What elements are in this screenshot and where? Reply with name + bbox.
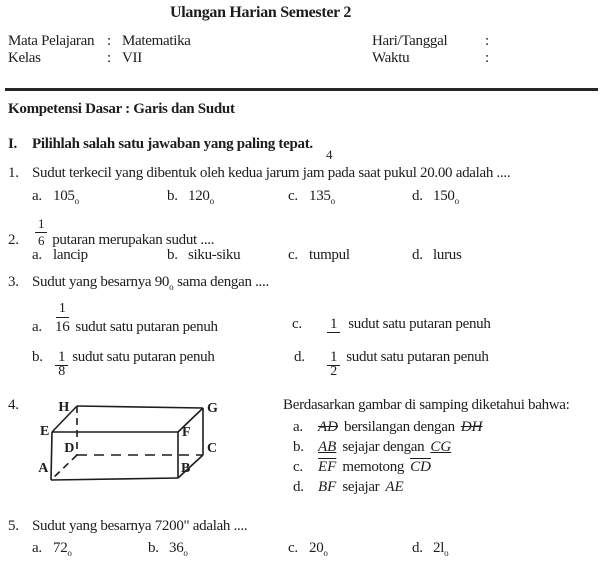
q1-option-a [32, 188, 79, 206]
option-letter: c. [293, 459, 303, 475]
option-text: sudut satu putaran penuh [75, 319, 218, 336]
field-value-mata-pelajaran: Matematika [122, 33, 191, 49]
option-middle-text: bersilangan dengan [344, 419, 455, 435]
question-3-number: 3. [8, 274, 19, 290]
fraction-denominator: 6 [38, 232, 45, 248]
option-letter: d. [412, 247, 423, 263]
option-letter: b. [148, 540, 159, 556]
fraction-1-6 [35, 217, 47, 249]
segment-EF: $\overline{EF}$ [318, 459, 337, 475]
question-2-text: putaran merupakan sudut .... [52, 231, 215, 248]
q5-option-b [148, 540, 188, 558]
option-middle-text: memotong [342, 459, 405, 475]
section-numeral: I. [8, 136, 17, 152]
segment-DH: DH [460, 419, 483, 435]
q3-option-d [294, 349, 489, 379]
option-value: 105 [53, 188, 75, 204]
question-1-number: 1. [8, 165, 19, 181]
segment-AD: AD [318, 419, 338, 435]
question-1 [8, 165, 510, 182]
vertex-label-C: C [207, 441, 217, 456]
degree-mark: o [444, 548, 449, 558]
option-letter: c. [288, 540, 298, 556]
edge-AB [51, 478, 178, 480]
q1-option-b [167, 188, 214, 206]
field-label-mata-pelajaran: Mata Pelajaran [8, 33, 95, 49]
q4-option-c [293, 459, 431, 476]
q2-option-a [32, 247, 88, 264]
q4-option-b [293, 439, 451, 456]
field-colon: : [485, 50, 489, 66]
question-3-text: Sudut yang besarnya 90 [32, 274, 170, 290]
question-5-text: Sudut yang besarnya 7200" adalah .... [32, 518, 248, 534]
segment-AB: AB [318, 439, 337, 455]
degree-mark: o [67, 548, 72, 558]
degree-mark: o [169, 282, 174, 292]
edge-HG [77, 406, 203, 408]
option-letter: d. [293, 479, 304, 495]
question-3 [8, 274, 269, 292]
q5-option-c [288, 540, 328, 558]
stray-denominator-char: 4 [326, 147, 333, 162]
option-letter: a. [32, 247, 42, 263]
vertex-label-E: E [39, 424, 49, 439]
degree-mark: o [209, 196, 215, 206]
field-label-hari-tanggal: Hari/Tanggal [372, 33, 448, 49]
question-4-number: 4. [8, 397, 19, 413]
option-letter: d. [412, 188, 423, 204]
option-middle-text: sejajar dengan [342, 439, 425, 455]
option-value: 36 [169, 540, 184, 556]
q3-option-c [292, 316, 491, 333]
section-instruction: Pilihlah salah satu jawaban yang paling tepat. [32, 136, 313, 152]
degree-mark: o [183, 548, 188, 558]
edge-EA [51, 432, 52, 480]
question-5 [8, 518, 247, 535]
question-3-text-end: sama dengan .... [173, 274, 269, 290]
vertex-label-G: G [207, 401, 218, 416]
q1-option-d [412, 188, 459, 206]
option-letter: d. [294, 349, 305, 365]
fraction-numerator: 1 [56, 301, 69, 318]
cuboid-figure [35, 392, 231, 492]
option-middle-text: sejajar [342, 479, 380, 495]
option-letter: c. [292, 316, 302, 332]
q5-option-a [32, 540, 72, 558]
segment-AE: AE [385, 479, 404, 495]
q1-option-c [288, 188, 335, 206]
option-letter: a. [32, 540, 42, 556]
option-letter: a. [293, 419, 303, 435]
vertex-label-B: B [181, 461, 191, 476]
fraction-denominator: 8 [58, 364, 65, 379]
option-value: 135 [309, 188, 331, 204]
option-letter: a. [32, 319, 42, 336]
vertex-label-H: H [58, 400, 69, 415]
option-text: sudut satu putaran penuh [348, 316, 491, 332]
q5-option-d [412, 540, 449, 558]
question-4-intro: Berdasarkan gambar di samping diketahui bahwa: [283, 397, 570, 413]
fraction-numerator: 1 [327, 316, 340, 333]
field-value-kelas: VII [122, 50, 142, 66]
fraction-denominator: 16 [55, 319, 70, 336]
field-colon: : [107, 50, 111, 66]
option-letter: b. [32, 349, 43, 365]
option-value: tumpul [309, 247, 350, 263]
field-label-kelas: Kelas [8, 50, 41, 66]
vertex-label-F: F [182, 425, 191, 440]
option-value: 72 [53, 540, 68, 556]
fraction-numerator: 1 [327, 349, 340, 366]
option-letter: c. [288, 247, 298, 263]
q3-option-b [32, 349, 215, 379]
q4-option-a [293, 419, 482, 436]
question-5-number: 5. [8, 518, 19, 534]
option-letter: a. [32, 188, 42, 204]
fraction-1-2 [327, 349, 340, 379]
segment-CG: CG [430, 439, 452, 455]
page-title: Ulangan Harian Semester 2 [170, 4, 352, 21]
fraction-1-8 [55, 349, 68, 379]
kompetensi-dasar-heading: Kompetensi Dasar : Garis dan Sudut [8, 101, 235, 117]
vertex-label-D: D [64, 441, 74, 456]
fraction-numerator: 1 [35, 217, 47, 233]
option-value: 2l [433, 540, 445, 556]
option-letter: b. [167, 247, 178, 263]
option-value: 20 [309, 540, 324, 556]
option-letter: c. [288, 188, 298, 204]
q3-option-a [32, 301, 218, 336]
option-value: 120 [188, 188, 210, 204]
option-text: sudut satu putaran penuh [72, 349, 215, 365]
field-colon: : [107, 33, 111, 49]
fraction-numerator: 1 [55, 349, 68, 366]
q4-option-d [293, 479, 404, 496]
question-2-number: 2. [8, 231, 19, 248]
fraction-1-16 [55, 301, 69, 336]
option-text: sudut satu putaran penuh [346, 349, 489, 365]
option-value: 150 [433, 188, 455, 204]
q2-option-c [288, 247, 350, 264]
q2-option-b [167, 247, 240, 264]
fraction-denominator: 2 [330, 364, 337, 379]
field-colon: : [485, 33, 489, 49]
degree-mark: o [454, 196, 460, 206]
degree-mark: o [323, 548, 328, 558]
question-1-text: Sudut terkecil yang dibentuk oleh kedua jarum jam pada saat pukul 20.00 adalah .... [32, 165, 511, 181]
edge-DA-hidden [51, 455, 77, 480]
question-2 [8, 217, 214, 249]
option-value: lurus [433, 247, 462, 263]
vertex-label-A: A [38, 461, 48, 476]
option-letter: d. [412, 540, 423, 556]
segment-BF: BF [318, 479, 337, 495]
degree-mark: o [74, 196, 80, 206]
option-letter: b. [167, 188, 178, 204]
divider-rule [5, 88, 598, 91]
segment-CD: $\overline{CD}$ [410, 459, 431, 475]
option-value: siku-siku [188, 247, 241, 263]
option-letter: b. [293, 439, 304, 455]
field-label-waktu: Waktu [372, 50, 410, 66]
q2-option-d [412, 247, 462, 264]
degree-mark: o [330, 196, 336, 206]
option-value: lancip [53, 247, 88, 263]
